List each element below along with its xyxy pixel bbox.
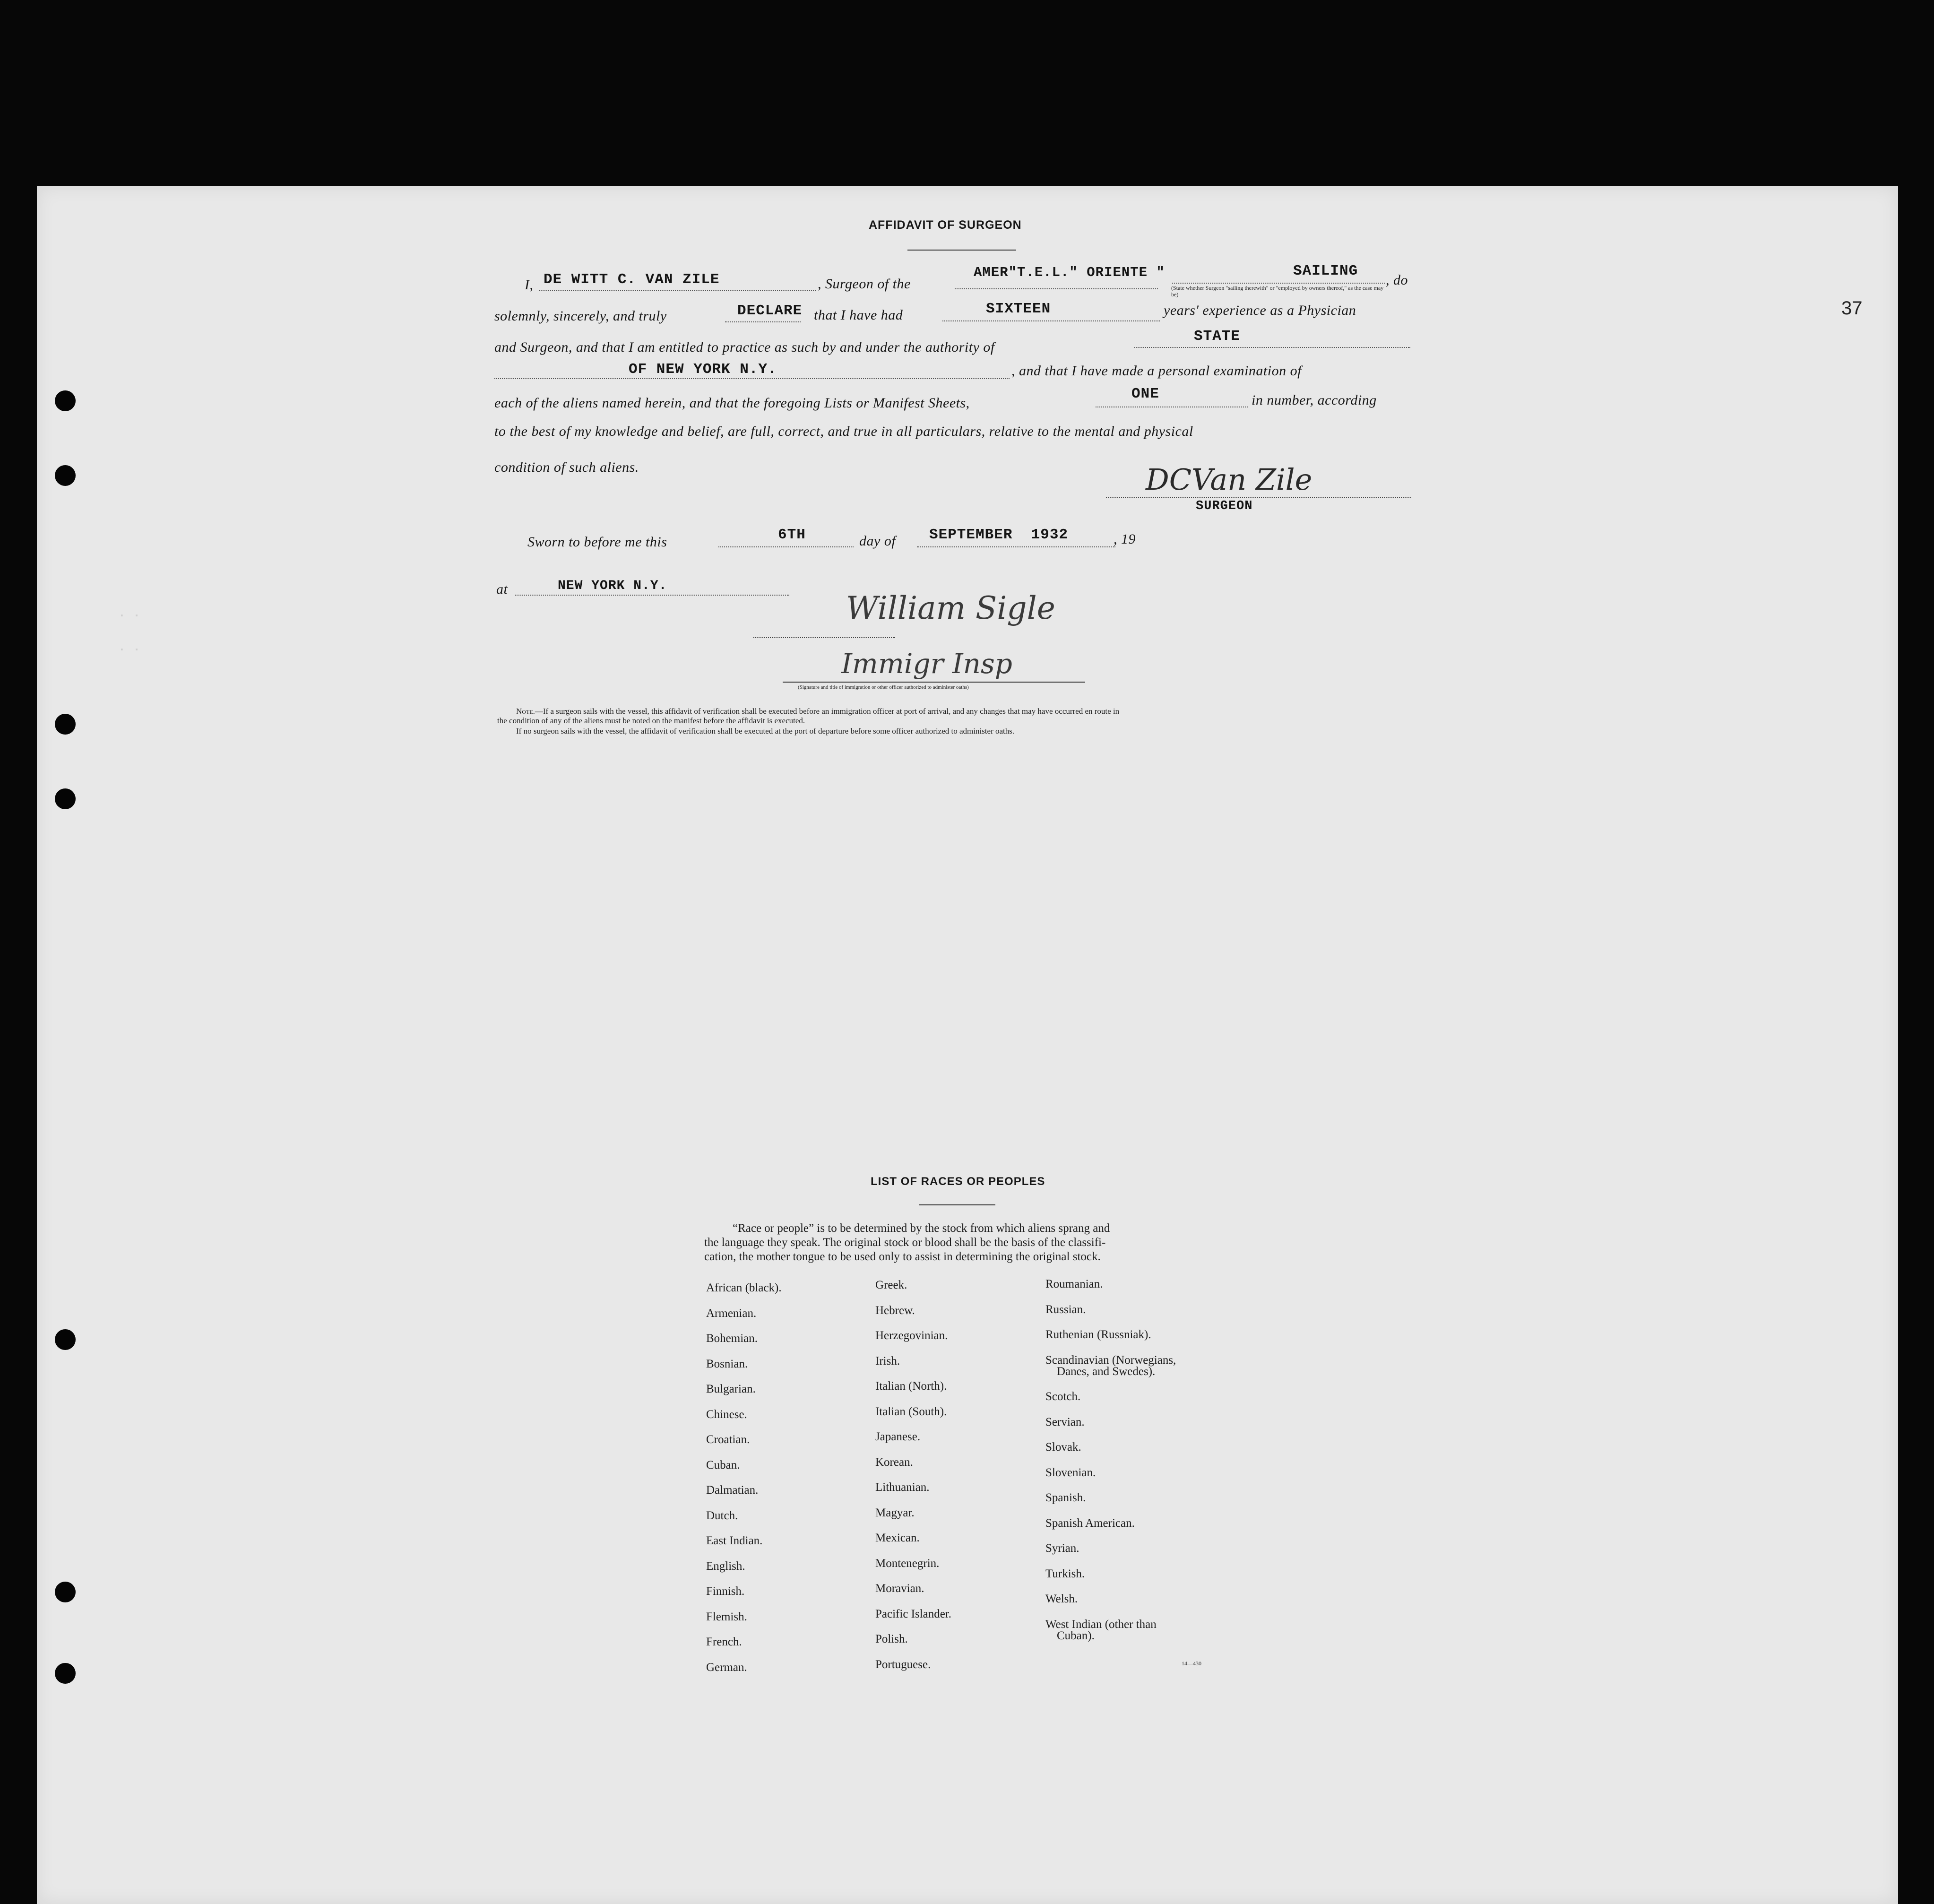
binder-hole: [55, 1663, 76, 1684]
race-entry: Syrian.: [1045, 1542, 1079, 1555]
race-entry: German.: [706, 1661, 747, 1674]
race-entry: Croatian.: [706, 1433, 750, 1446]
sheet-count: ONE: [1131, 386, 1159, 402]
race-entry: Bosnian.: [706, 1357, 748, 1370]
affidavit-text: , do: [1386, 272, 1408, 288]
affidavit-text: each of the aliens named herein, and that the foregoing Lists or Manifest Sheets,: [494, 395, 970, 411]
authority-line-2: [494, 378, 1010, 379]
race-entry: Mexican.: [875, 1532, 920, 1544]
race-entry: Cuban).: [1057, 1629, 1095, 1642]
place-label: at: [496, 581, 508, 597]
race-entry: East Indian.: [706, 1534, 763, 1547]
authority-line: [1134, 347, 1410, 348]
race-entry: Bulgarian.: [706, 1383, 756, 1395]
race-entry: Flemish.: [706, 1610, 747, 1623]
authority-continued: OF NEW YORK N.Y.: [629, 361, 777, 378]
capacity-line: [1172, 283, 1385, 284]
authority-state: STATE: [1194, 328, 1241, 345]
race-entry: Italian (South).: [875, 1405, 947, 1418]
title-underline: [907, 250, 1016, 251]
officer-title-line: [783, 682, 1085, 683]
races-intro-line: “Race or people” is to be determined by the stock from which aliens sprang and: [733, 1222, 1110, 1235]
race-entry: Italian (North).: [875, 1380, 947, 1393]
race-entry: Danes, and Swedes).: [1057, 1365, 1156, 1378]
race-entry: Turkish.: [1045, 1567, 1085, 1580]
affidavit-text: years' experience as a Physician: [1164, 303, 1356, 318]
place-line: [515, 595, 789, 596]
race-entry: West Indian (other than: [1045, 1618, 1157, 1631]
sworn-text: Sworn to before me this: [527, 534, 667, 550]
affidavit-text: I,: [525, 277, 534, 293]
affidavit-text: in number, according: [1252, 392, 1377, 408]
affidavit-text: condition of such aliens.: [494, 459, 639, 475]
affidavit-text: that I have had: [814, 307, 903, 323]
years-line: [942, 320, 1160, 321]
race-entry: Greek.: [875, 1279, 907, 1291]
surgeon-name-line: [539, 290, 816, 291]
page-number: 37: [1841, 298, 1863, 319]
race-entry: Scotch.: [1045, 1390, 1081, 1403]
race-entry: Portuguese.: [875, 1658, 931, 1671]
race-entry: Polish.: [875, 1633, 908, 1645]
sworn-text: day of: [859, 533, 896, 549]
race-entry: Moravian.: [875, 1582, 924, 1595]
signer-title: SURGEON: [1196, 499, 1253, 513]
race-entry: English.: [706, 1559, 745, 1573]
bleed-through-mark: . .: [118, 640, 140, 654]
declare-line: [725, 321, 801, 322]
affidavit-text: solemnly, sincerely, and truly: [494, 308, 667, 324]
capacity-hint: (State whether Surgeon "sailing therewith" or "employed by owners thereof," as the case may be): [1171, 285, 1384, 298]
binder-hole: [55, 390, 76, 411]
officer-signature: William Sigle: [846, 590, 1055, 626]
race-entry: Pacific Islander.: [875, 1607, 952, 1620]
affidavit-text: , and that I have made a personal examination of: [1011, 363, 1302, 379]
signature-line: [1106, 497, 1411, 498]
officer-caption: (Signature and title of immigration or other officer authorized to administer oaths): [798, 684, 969, 690]
note-text: —If a surgeon sails with the vessel, this affidavit of verification shall be executed before an immigration officer at port of arrival, and any changes that may have occurred en route in: [535, 707, 1120, 716]
binder-hole: [55, 1582, 76, 1602]
race-entry: Russian.: [1045, 1303, 1086, 1316]
race-entry: Japanese.: [875, 1430, 921, 1443]
day-line: [718, 546, 854, 547]
races-intro-line: the language they speak. The original stock or blood shall be the basis of the classifi-: [704, 1236, 1106, 1249]
race-entry: Cuban.: [706, 1458, 740, 1471]
sworn-place: NEW YORK N.Y.: [558, 579, 667, 593]
sworn-month-year: SEPTEMBER 1932: [929, 527, 1069, 543]
race-entry: Armenian.: [706, 1307, 757, 1320]
month-line: [917, 546, 1115, 547]
bleed-through-mark: . .: [118, 606, 140, 620]
surgeon-capacity: SAILING: [1293, 263, 1358, 279]
races-intro: [704, 1221, 1110, 1264]
note-text: If no surgeon sails with the vessel, the affidavit of verification shall be executed at the port of departure before some officer authorized to administer oaths.: [516, 727, 1015, 736]
race-entry: Herzegovinian.: [875, 1329, 948, 1342]
race-entry: Dutch.: [706, 1509, 738, 1522]
document-page: [37, 186, 1898, 1904]
surgeon-signature: DCVan Zile: [1146, 462, 1312, 497]
race-entry: Spanish.: [1045, 1491, 1086, 1504]
race-entry: Magyar.: [875, 1506, 915, 1519]
race-entry: Lithuanian.: [875, 1481, 930, 1494]
sworn-text: , 19: [1114, 531, 1136, 547]
officer-title: Immigr Insp: [841, 648, 1012, 680]
affidavit-text: and Surgeon, and that I am entitled to practice as such by and under the authority of: [494, 339, 995, 355]
race-entry: Finnish.: [706, 1585, 745, 1598]
form-number: 14—430: [1182, 1660, 1201, 1667]
race-entry: Spanish American.: [1045, 1516, 1135, 1530]
races-intro-line: cation, the mother tongue to be used only to assist in determining the original stock.: [704, 1250, 1101, 1263]
race-entry: Dalmatian.: [706, 1484, 759, 1497]
note-text: the condition of any of the aliens must be noted on the manifest before the affidavit is executed.: [497, 716, 805, 725]
race-entry: Servian.: [1045, 1415, 1085, 1428]
race-entry: Slovak.: [1045, 1441, 1081, 1454]
race-entry: Bohemian.: [706, 1332, 758, 1345]
years-experience: SIXTEEN: [986, 301, 1051, 317]
vessel-line: [955, 288, 1158, 289]
race-entry: Korean.: [875, 1455, 913, 1469]
race-entry: French.: [706, 1636, 742, 1648]
race-entry: Scandinavian (Norwegians,: [1045, 1353, 1176, 1367]
binder-hole: [55, 1329, 76, 1350]
affidavit-text: to the best of my knowledge and belief, are full, correct, and true in all particulars, relative to the mental and physical: [494, 424, 1193, 439]
race-entry: African (black).: [706, 1281, 782, 1294]
races-title: LIST OF RACES OR PEOPLES: [871, 1175, 1045, 1188]
declare-word: DECLARE: [737, 303, 803, 319]
race-entry: Hebrew.: [875, 1304, 915, 1317]
race-entry: Ruthenian (Russniak).: [1045, 1328, 1151, 1341]
vessel-name: AMER"T.E.L." ORIENTE ": [974, 265, 1165, 280]
race-entry: Slovenian.: [1045, 1466, 1096, 1479]
note-line: [516, 706, 1119, 716]
sworn-day: 6TH: [778, 527, 806, 543]
affidavit-text: , Surgeon of the: [818, 276, 911, 292]
binder-hole: [55, 465, 76, 486]
race-entry: Montenegrin.: [875, 1557, 940, 1570]
race-entry: Chinese.: [706, 1408, 747, 1421]
race-entry: Irish.: [875, 1354, 900, 1367]
races-title-underline: [919, 1204, 995, 1205]
race-entry: Welsh.: [1045, 1592, 1078, 1605]
note-label: Note.: [516, 707, 535, 716]
affidavit-title: AFFIDAVIT OF SURGEON: [869, 218, 1022, 232]
binder-hole: [55, 714, 76, 735]
race-entry: Roumanian.: [1045, 1278, 1103, 1290]
officer-line: [753, 637, 895, 638]
binder-hole: [55, 788, 76, 809]
surgeon-name: DE WITT C. VAN ZILE: [544, 271, 720, 288]
